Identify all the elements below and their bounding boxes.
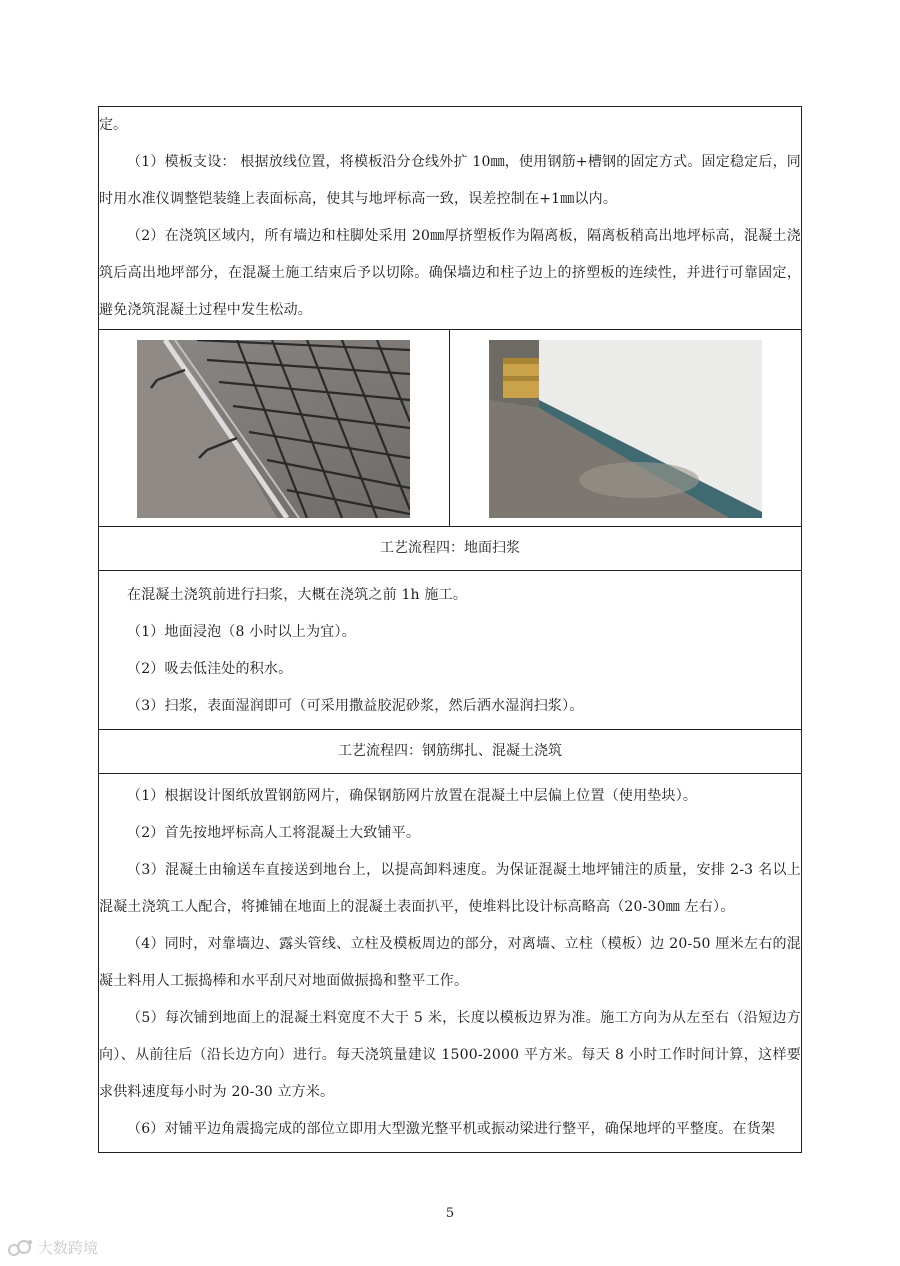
pour-item: （5）每次铺到地面上的混凝土料宽度不大于 5 米，长度以模板边界为准。施工方向为从左至右（沿短边方向）、从前往后（沿长边方向）进行。每天浇筑量建议 1500-2000 平方米。每天 8 小时工作时间计算，这样要求供料速度每小时为 20-30 立方米。 [99,1010,802,1100]
isolation-board-paragraph: （2）在浇筑区域内，所有墙边和柱脚处采用 20㎜厚挤塑板作为隔离板，隔离板稍高出地坪标高，混凝土浇筑后高出地坪部分，在混凝土施工结束后予以切除。确保墙边和柱子边上的挤塑板的连续性，并进行可靠固定，避免浇筑混凝土过程中发生松动。 [99,228,802,318]
watermark-logo-icon [8,1238,34,1258]
photo-cell-right [450,330,802,527]
pour-process-title: 工艺流程四：钢筋绑扎、混凝土浇筑 [338,743,562,759]
watermark [8,1236,128,1260]
rebar-mesh-photo [137,340,410,518]
intro-section [99,107,802,330]
continuation-text: 定。 [99,117,127,133]
document-table [98,106,802,1153]
slurry-item: （1）地面浸泡（8 小时以上为宜）。 [127,624,356,640]
slurry-process-title: 工艺流程四：地面扫浆 [380,540,520,556]
pour-item: （6）对铺平边角震捣完成的部位立即用大型激光整平机或振动梁进行整平，确保地坪的平整度。在货架 [127,1121,776,1137]
pour-item: （2）首先按地坪标高人工将混凝土大致铺平。 [127,825,421,841]
pour-process-section [99,774,802,1153]
slurry-process-section [99,571,802,730]
pour-process-title-cell [99,730,802,774]
wall-isolation-board-photo [489,340,762,518]
pour-item: （3）混凝土由输送车直接送到地台上，以提高卸料速度。为保证混凝土地坪铺注的质量，安排 2-3 名以上混凝土浇筑工人配合，将摊铺在地面上的混凝土表面扒平，使堆料比设计标高略高（20-30㎜ 左右）。 [99,862,802,915]
slurry-item: （2）吸去低洼处的积水。 [127,661,293,677]
pour-item: （4）同时，对靠墙边、露头管线、立柱及模板周边的部分，对离墙、立柱（模板）边 20-50 厘米左右的混凝土料用人工振捣棒和水平刮尺对地面做振捣和整平工作。 [99,936,802,989]
slurry-item: （3）扫浆，表面湿润即可（可采用撒益胶泥砂浆，然后洒水湿润扫浆）。 [127,698,584,714]
page-number: 5 [445,1206,455,1221]
slurry-process-title-cell [99,527,802,571]
photo-cell-left [99,330,450,527]
slurry-lead-text: 在混凝土浇筑前进行扫浆，大概在浇筑之前 1h 施工。 [127,587,468,603]
watermark-text: 大数跨境 [38,1239,99,1257]
pour-item: （1）根据设计图纸放置钢筋网片，确保钢筋网片放置在混凝土中层偏上位置（使用垫块）。 [127,788,698,804]
formwork-paragraph: （1）模板支设： 根据放线位置，将模板沿分仓线外扩 10㎜，使用钢筋+槽钢的固定方式。固定稳定后，同时用水准仪调整铠装缝上表面标高，使其与地坪标高一致，误差控制在+1㎜以内。 [99,154,802,207]
